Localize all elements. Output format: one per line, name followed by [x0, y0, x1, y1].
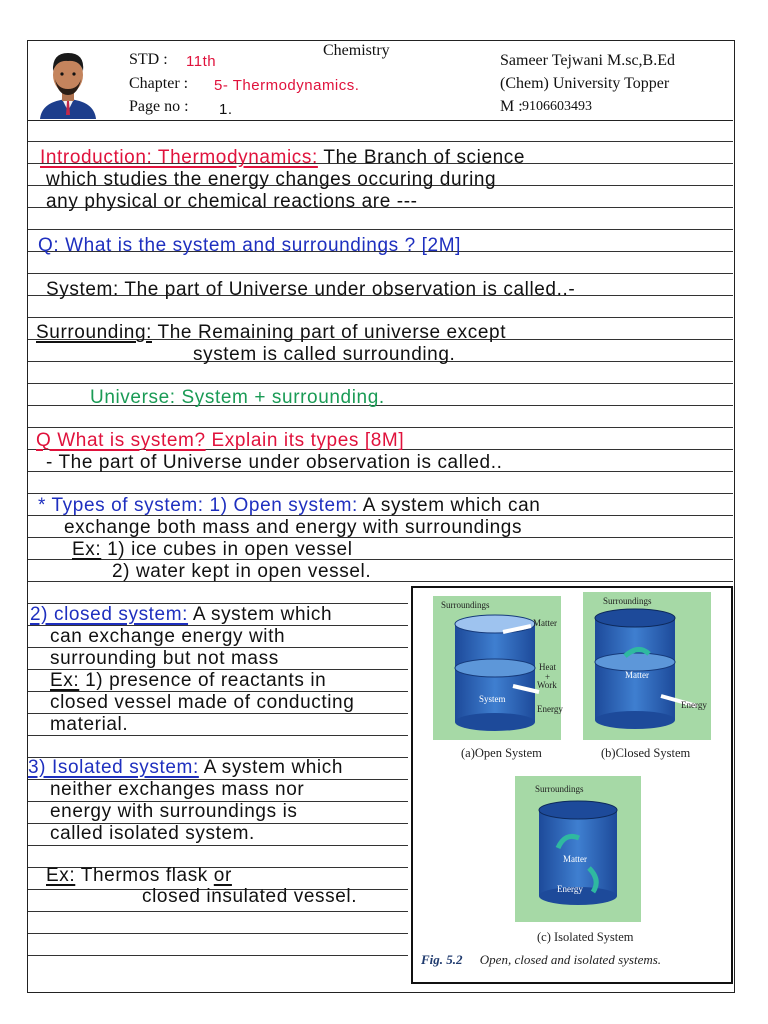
surrounding-heading: Surrounding: — [36, 322, 152, 343]
isolated-matter-label: Matter — [563, 854, 587, 864]
open-vessel — [455, 615, 535, 731]
closed-def-2: can exchange energy with — [50, 626, 286, 647]
open-matter-label: Matter — [533, 618, 557, 628]
isolated-surroundings-label: Surroundings — [535, 784, 584, 794]
closed-vessel — [595, 609, 675, 729]
std-value: 11th — [186, 53, 217, 70]
phone-value: 9106603493 — [522, 99, 592, 114]
author-name: Sameer Tejwani M.sc,B.Ed — [500, 52, 675, 69]
surrounding-line — [36, 322, 506, 344]
closed-system-caption: (b)Closed System — [601, 746, 691, 760]
open-system-label: System — [479, 694, 506, 704]
isolated-heading: 3) Isolated system: — [28, 757, 199, 778]
std-label: STD : — [129, 51, 168, 68]
chapter-label: Chapter : — [129, 75, 189, 92]
isolated-example-2: closed insulated vessel. — [142, 886, 358, 907]
rule-line — [28, 933, 408, 934]
closed-surroundings-label: Surroundings — [603, 596, 652, 606]
isolated-def-3: energy with surroundings is — [50, 801, 298, 822]
intro-line-3: any physical or chemical reactions are --- — [46, 191, 418, 212]
rule-line — [28, 273, 733, 274]
chapter-value: 5- Thermodynamics. — [214, 77, 360, 94]
question-1: Q: What is the system and surroundings ? [2M] — [38, 235, 462, 256]
closed-def-3: surrounding but not mass — [50, 648, 279, 669]
closed-heading: 2) closed system: — [30, 604, 189, 625]
page-value: 1. — [219, 101, 233, 118]
intro-line — [40, 147, 525, 169]
closed-line: 2) closed system: A system which — [30, 604, 333, 625]
rule-line — [28, 229, 733, 230]
surrounding-line-2: system is called surrounding. — [193, 344, 456, 365]
open-energy-label: Energy — [537, 704, 563, 714]
page-header — [28, 41, 733, 121]
figure-number: Fig. 5.2 — [421, 952, 463, 967]
rule-line — [28, 317, 733, 318]
closed-energy-label: Energy — [681, 700, 707, 710]
types-line — [38, 495, 540, 517]
figure-label — [421, 952, 661, 968]
rule-line — [28, 955, 408, 956]
systems-figure — [411, 586, 733, 984]
surrounding-text: The Remaining part of universe except — [152, 322, 507, 343]
intro-line-2: which studies the energy changes occuring during — [46, 169, 497, 190]
open-surroundings-label: Surroundings — [441, 600, 490, 610]
types-heading: * Types of system: 1) Open system: — [38, 495, 358, 516]
example-label: Ex: — [46, 865, 76, 886]
rule-line — [28, 845, 408, 846]
page-label: Page no : — [129, 98, 189, 115]
subject-title: Chemistry — [323, 42, 390, 59]
system-definition: System: The part of Universe under observation is called..- — [46, 279, 576, 300]
rule-line — [28, 427, 733, 428]
rule-line — [28, 383, 733, 384]
rule-line — [28, 141, 733, 142]
open-work-label: Work — [537, 680, 557, 690]
closed-example-2: closed vessel made of conducting — [50, 692, 355, 713]
open-def-1: A system which can — [357, 495, 541, 516]
isolated-energy-label: Energy — [557, 884, 583, 894]
question-2 — [36, 430, 404, 452]
isolated-line: 3) Isolated system: A system which — [28, 757, 344, 778]
open-example-1: Ex: 1) ice cubes in open vessel — [72, 539, 353, 560]
open-example-2: 2) water kept in open vessel. — [112, 561, 372, 582]
question-2-heading: Q What is system? — [36, 430, 206, 451]
phone-label: M : — [500, 98, 523, 115]
intro-heading: Introduction: Thermodynamics: — [40, 147, 318, 168]
closed-matter-label: Matter — [625, 670, 649, 680]
isolated-system-caption: (c) Isolated System — [537, 930, 634, 944]
rule-line — [28, 493, 733, 494]
isolated-def-2: neither exchanges mass nor — [50, 779, 305, 800]
open-system-caption: (a)Open System — [461, 746, 542, 760]
open-heat-label: Heat — [539, 662, 556, 672]
example-label: Ex: — [50, 670, 80, 691]
open-plus-label: + — [545, 672, 551, 682]
example-label: Ex: — [72, 539, 102, 560]
author-title: (Chem) University Topper — [500, 75, 670, 92]
universe-formula: Universe: System + surrounding. — [90, 387, 385, 408]
intro-text: The Branch of science — [317, 147, 526, 168]
open-def-2: exchange both mass and energy with surroundings — [64, 517, 523, 538]
rule-line — [28, 911, 408, 912]
figure-description: Open, closed and isolated systems. — [479, 952, 662, 967]
isolated-example-1: Ex: Thermos flask or — [46, 865, 232, 886]
closed-example-3: material. — [50, 714, 129, 735]
isolated-def-4: called isolated system. — [50, 823, 255, 844]
question-2-marks: Explain its types [8M] — [205, 430, 405, 451]
question-2-answer: - The part of Universe under observation is called.. — [46, 452, 503, 473]
closed-example-1: Ex: 1) presence of reactants in — [50, 670, 327, 691]
teacher-avatar — [36, 45, 100, 119]
